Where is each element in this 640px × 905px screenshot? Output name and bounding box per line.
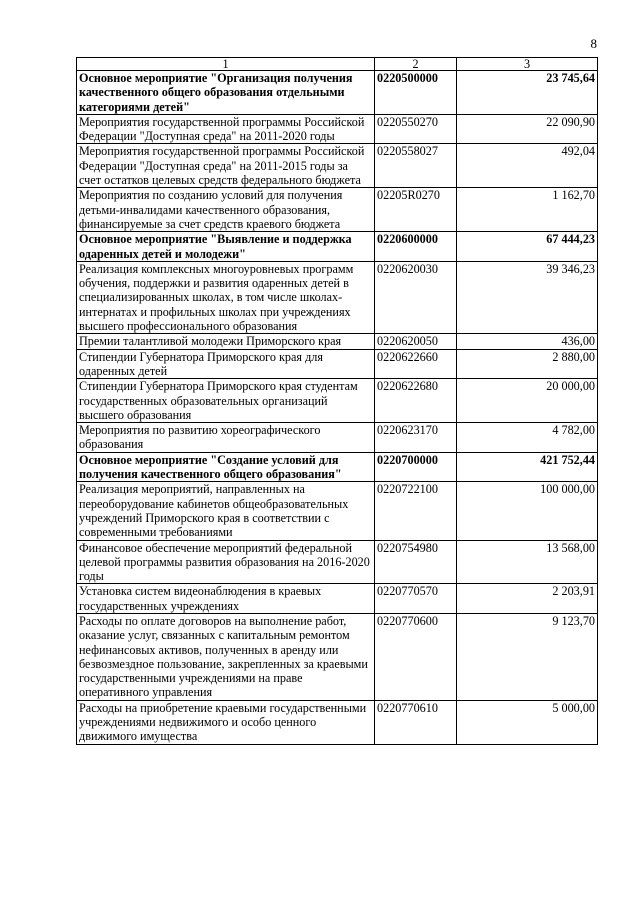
table-row [77,379,598,423]
table-row [77,144,598,188]
row-amount-cell: 2 203,91 [457,584,598,614]
row-amount-cell: 4 782,00 [457,423,598,453]
table-row [77,114,598,144]
row-amount-cell: 1 162,70 [457,188,598,232]
table-row [77,613,598,700]
column-header-2: 2 [375,58,457,71]
row-name-cell: Расходы по оплате договоров на выполнение работ, оказание услуг, связанных с капитальным ремонтом нефинансовых активов, полученных в аренду или безвозмездное пользование, закрепленных за краевыми государственными учреждениями на праве оперативного управления [77,613,375,700]
table-row [77,349,598,379]
table-row-main-activity [77,71,598,115]
table-row [77,423,598,453]
row-code-cell: 0220754980 [375,540,457,584]
table-row-main-activity [77,452,598,482]
row-name-cell: Мероприятия государственной программы Российской Федерации "Доступная среда" на 2011-2020 годы [77,114,375,144]
row-name-cell: Установка систем видеонаблюдения в краевых государственных учреждениях [77,584,375,614]
row-amount-cell: 9 123,70 [457,613,598,700]
row-name-cell: Реализация мероприятий, направленных на переоборудование кабинетов общеобразовательных учреждений Приморского края в соответствии с современными требованиями [77,482,375,540]
row-name-cell: Расходы на приобретение краевыми государственными учреждениями недвижимого и особо ценного движимого имущества [77,700,375,744]
row-amount-cell: 23 745,64 [457,71,598,115]
row-name-cell: Основное мероприятие "Создание условий для получения качественного общего образования" [77,452,375,482]
column-header-3: 3 [457,58,598,71]
row-code-cell: 0220722100 [375,482,457,540]
row-code-cell: 0220558027 [375,144,457,188]
row-amount-cell: 436,00 [457,334,598,349]
budget-table [76,57,598,745]
row-amount-cell: 13 568,00 [457,540,598,584]
row-amount-cell: 5 000,00 [457,700,598,744]
row-amount-cell: 39 346,23 [457,261,598,333]
page-number: 8 [590,36,597,51]
row-amount-cell: 421 752,44 [457,452,598,482]
row-code-cell: 0220550270 [375,114,457,144]
row-name-cell: Мероприятия по созданию условий для получения детьми-инвалидами качественного образования, финансируемые за счет средств краевого бюджета [77,188,375,232]
row-code-cell: 0220770610 [375,700,457,744]
table-row [77,700,598,744]
row-amount-cell: 67 444,23 [457,232,598,262]
row-name-cell: Мероприятия по развитию хореографического образования [77,423,375,453]
row-code-cell: 0220620030 [375,261,457,333]
row-code-cell: 0220600000 [375,232,457,262]
table-row [77,540,598,584]
row-name-cell: Стипендии Губернатора Приморского края для одаренных детей [77,349,375,379]
row-name-cell: Премии талантливой молодежи Приморского края [77,334,375,349]
row-code-cell: 0220622680 [375,379,457,423]
row-name-cell: Основное мероприятие "Выявление и поддержка одаренных детей и молодежи" [77,232,375,262]
table-row [77,334,598,349]
row-amount-cell: 492,04 [457,144,598,188]
table-row [77,261,598,333]
row-code-cell: 0220770570 [375,584,457,614]
row-amount-cell: 2 880,00 [457,349,598,379]
table-row [77,482,598,540]
row-code-cell: 0220500000 [375,71,457,115]
row-name-cell: Основное мероприятие "Организация получения качественного общего образования отдельными категориями детей" [77,71,375,115]
row-name-cell: Финансовое обеспечение мероприятий федеральной целевой программы развития образования на 2016-2020 годы [77,540,375,584]
row-code-cell: 0220700000 [375,452,457,482]
table-row [77,584,598,614]
row-code-cell: 02205R0270 [375,188,457,232]
table-row-main-activity [77,232,598,262]
row-name-cell: Стипендии Губернатора Приморского края студентам государственных образовательных организаций высшего образования [77,379,375,423]
row-amount-cell: 20 000,00 [457,379,598,423]
table-body [77,71,598,745]
table-header-row [77,58,598,71]
row-code-cell: 0220623170 [375,423,457,453]
column-header-1: 1 [77,58,375,71]
row-amount-cell: 22 090,90 [457,114,598,144]
row-name-cell: Реализация комплексных многоуровневых программ обучения, поддержки и развития одаренных детей в специализированных школах, в том числе школах-интернатах и профильных школах при учреждениях высшего профессионального образования [77,261,375,333]
row-code-cell: 0220622660 [375,349,457,379]
row-code-cell: 0220770600 [375,613,457,700]
row-amount-cell: 100 000,00 [457,482,598,540]
table-row [77,188,598,232]
row-code-cell: 0220620050 [375,334,457,349]
row-name-cell: Мероприятия государственной программы Российской Федерации "Доступная среда" на 2011-2015 годы за счет остатков целевых средств федерального бюджета [77,144,375,188]
